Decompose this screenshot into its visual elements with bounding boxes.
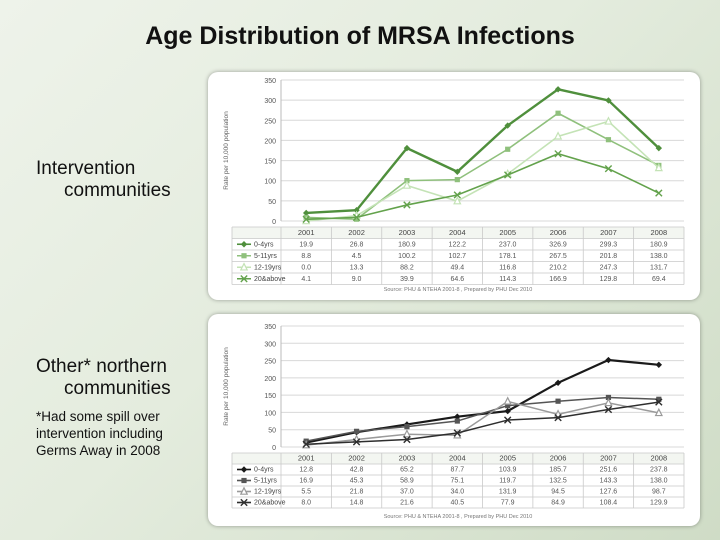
table-cell: 237.0	[498, 241, 517, 249]
page-title: Age Distribution of MRSA Infections	[145, 22, 575, 50]
other-communities-chart	[208, 314, 700, 526]
data-point	[605, 357, 611, 363]
x-tick-label: 2004	[448, 453, 466, 463]
table-cell: 26.8	[349, 241, 364, 249]
legend-marker	[241, 264, 247, 270]
table-cell: 4.5	[351, 253, 362, 260]
table-cell: 37.0	[400, 488, 414, 496]
table-cell: 12.8	[299, 466, 313, 474]
other-communities-label	[36, 356, 171, 400]
x-tick-label: 2003	[398, 228, 416, 237]
table-cell: 108.4	[599, 499, 618, 507]
table-cell: 127.6	[599, 488, 618, 496]
other-label-line2: communities	[64, 378, 171, 399]
y-tick-label: 50	[268, 427, 276, 435]
table-cell: 185.7	[549, 466, 567, 474]
data-point	[606, 137, 611, 142]
legend-label: 20&above	[254, 499, 286, 507]
table-cell: 210.2	[549, 264, 567, 272]
legend-label: 12-19yrs	[254, 488, 282, 496]
table-cell: 5.5	[301, 488, 312, 496]
other-communities-chart-panel	[208, 314, 700, 526]
table-cell: 0.0	[301, 264, 312, 272]
data-point	[656, 362, 662, 368]
x-tick-label: 2005	[499, 228, 517, 237]
table-cell: 122.2	[448, 241, 467, 249]
x-tick-label: 2006	[549, 453, 567, 463]
data-point	[505, 147, 510, 152]
table-cell: 58.9	[400, 477, 414, 485]
data-point	[656, 190, 662, 196]
table-cell: 4.1	[301, 276, 312, 283]
source-note: Source: PHU & NTEHA 2001-8 , Prepared by PHU Dec 2010	[383, 287, 533, 293]
data-point	[605, 118, 611, 124]
y-tick-label: 300	[264, 98, 276, 106]
table-cell: 100.2	[398, 253, 416, 260]
table-cell: 119.7	[499, 477, 517, 485]
table-cell: 180.9	[398, 241, 416, 249]
table-cell: 87.7	[450, 466, 465, 474]
y-tick-label: 250	[264, 118, 276, 126]
data-point	[504, 398, 510, 404]
source-note: Source: PHU & NTEHA 2001-8 , Prepared by PHU Dec 2010	[383, 514, 533, 520]
legend-marker	[241, 466, 247, 472]
other-label-line1: Other* northern	[36, 356, 167, 377]
x-tick-label: 2007	[600, 453, 617, 463]
table-cell: 75.1	[450, 477, 465, 485]
table-cell: 39.9	[400, 276, 414, 283]
data-point	[555, 399, 560, 404]
table-cell: 251.6	[599, 466, 618, 474]
table-cell: 94.5	[551, 488, 565, 496]
table-cell: 237.8	[650, 466, 668, 474]
intervention-chart	[208, 72, 700, 300]
data-point	[555, 133, 561, 139]
table-cell: 65.2	[400, 466, 414, 474]
table-cell: 14.8	[349, 499, 364, 507]
table-cell: 114.3	[499, 276, 517, 283]
table-cell: 8.0	[301, 499, 312, 507]
y-tick-label: 200	[264, 138, 276, 146]
table-cell: 103.9	[498, 466, 517, 474]
intervention-label-line1: Intervention	[36, 158, 136, 179]
x-tick-label: 2003	[398, 453, 416, 463]
y-tick-label: 100	[264, 410, 276, 418]
table-cell: 21.8	[349, 488, 364, 496]
y-tick-label: 0	[272, 445, 276, 452]
y-tick-label: 150	[264, 393, 276, 401]
table-cell: 42.8	[349, 466, 364, 474]
table-cell: 129.9	[650, 499, 668, 507]
x-tick-label: 2001	[297, 453, 315, 463]
table-cell: 21.6	[400, 499, 414, 507]
series-line-0-4yrs	[306, 89, 659, 213]
table-cell: 299.3	[599, 241, 618, 249]
y-tick-label: 0	[272, 219, 276, 226]
y-tick-label: 300	[264, 341, 276, 349]
x-tick-label: 2001	[297, 228, 315, 237]
table-cell: 40.5	[450, 499, 465, 507]
data-point	[454, 197, 460, 203]
legend-label: 12-19yrs	[254, 264, 282, 272]
data-point	[354, 429, 359, 434]
table-cell: 247.3	[599, 264, 618, 272]
x-tick-label: 2006	[549, 228, 567, 237]
table-cell: 132.5	[549, 477, 567, 485]
legend-marker	[241, 478, 246, 483]
legend-marker	[241, 488, 247, 494]
legend-label: 5-11yrs	[254, 477, 277, 485]
table-cell: 98.7	[652, 488, 666, 496]
data-point	[455, 177, 460, 182]
y-tick-label: 50	[268, 198, 276, 206]
table-cell: 88.2	[400, 264, 414, 272]
series-line-20&above	[306, 402, 659, 444]
y-tick-label: 350	[264, 324, 276, 331]
y-tick-label: 200	[264, 375, 276, 383]
table-cell: 102.7	[448, 253, 467, 260]
table-cell: 143.3	[599, 477, 618, 485]
x-tick-label: 2004	[448, 228, 466, 237]
y-tick-label: 350	[264, 78, 276, 85]
y-tick-label: 250	[264, 358, 276, 366]
table-cell: 49.4	[450, 264, 465, 272]
table-cell: 178.1	[498, 253, 517, 260]
table-cell: 267.5	[549, 253, 567, 260]
x-tick-label: 2005	[499, 453, 517, 463]
x-tick-label: 2008	[650, 228, 668, 237]
table-cell: 69.4	[652, 276, 666, 283]
intervention-label-line2: communities	[64, 180, 171, 201]
table-cell: 138.0	[650, 477, 668, 485]
table-cell: 201.8	[599, 253, 618, 260]
table-cell: 64.6	[450, 276, 465, 283]
legend-label: 5-11yrs	[254, 253, 277, 260]
data-point	[404, 431, 410, 437]
table-cell: 16.9	[299, 477, 313, 485]
table-cell: 77.9	[500, 499, 515, 507]
y-tick-label: 150	[264, 158, 276, 166]
legend-marker	[241, 253, 246, 258]
y-axis-label: Rate per 10,000 population	[223, 347, 230, 426]
table-cell: 131.7	[650, 264, 668, 272]
table-cell: 129.8	[599, 276, 618, 283]
table-cell: 45.3	[349, 477, 364, 485]
x-tick-label: 2007	[600, 228, 617, 237]
table-cell: 84.9	[551, 499, 565, 507]
table-cell: 8.8	[301, 253, 312, 260]
table-cell: 9.0	[351, 276, 362, 283]
x-tick-label: 2002	[348, 453, 365, 463]
table-cell: 326.9	[549, 241, 567, 249]
data-point	[455, 418, 460, 423]
data-point	[656, 409, 662, 415]
footnote: *Had some spill over intervention including Germs Away in 2008	[36, 409, 163, 458]
legend-label: 0-4yrs	[254, 466, 274, 474]
table-cell: 166.9	[549, 276, 567, 283]
x-tick-label: 2002	[348, 228, 365, 237]
table-cell: 180.9	[650, 241, 668, 249]
table-cell: 13.3	[349, 264, 364, 272]
legend-label: 0-4yrs	[254, 241, 274, 249]
table-cell: 19.9	[299, 241, 313, 249]
table-cell: 34.0	[450, 488, 465, 496]
table-cell: 131.9	[498, 488, 517, 496]
intervention-chart-panel	[208, 72, 700, 300]
data-point	[605, 399, 611, 405]
intervention-label	[36, 158, 171, 202]
legend-label: 20&above	[254, 276, 286, 283]
x-tick-label: 2008	[650, 453, 668, 463]
legend-marker	[241, 241, 247, 247]
table-cell: 138.0	[650, 253, 668, 260]
y-axis-label: Rate per 10,000 population	[223, 111, 230, 190]
data-point	[404, 424, 409, 429]
data-point	[555, 111, 560, 116]
y-tick-label: 100	[264, 178, 276, 186]
table-cell: 116.8	[499, 264, 517, 272]
